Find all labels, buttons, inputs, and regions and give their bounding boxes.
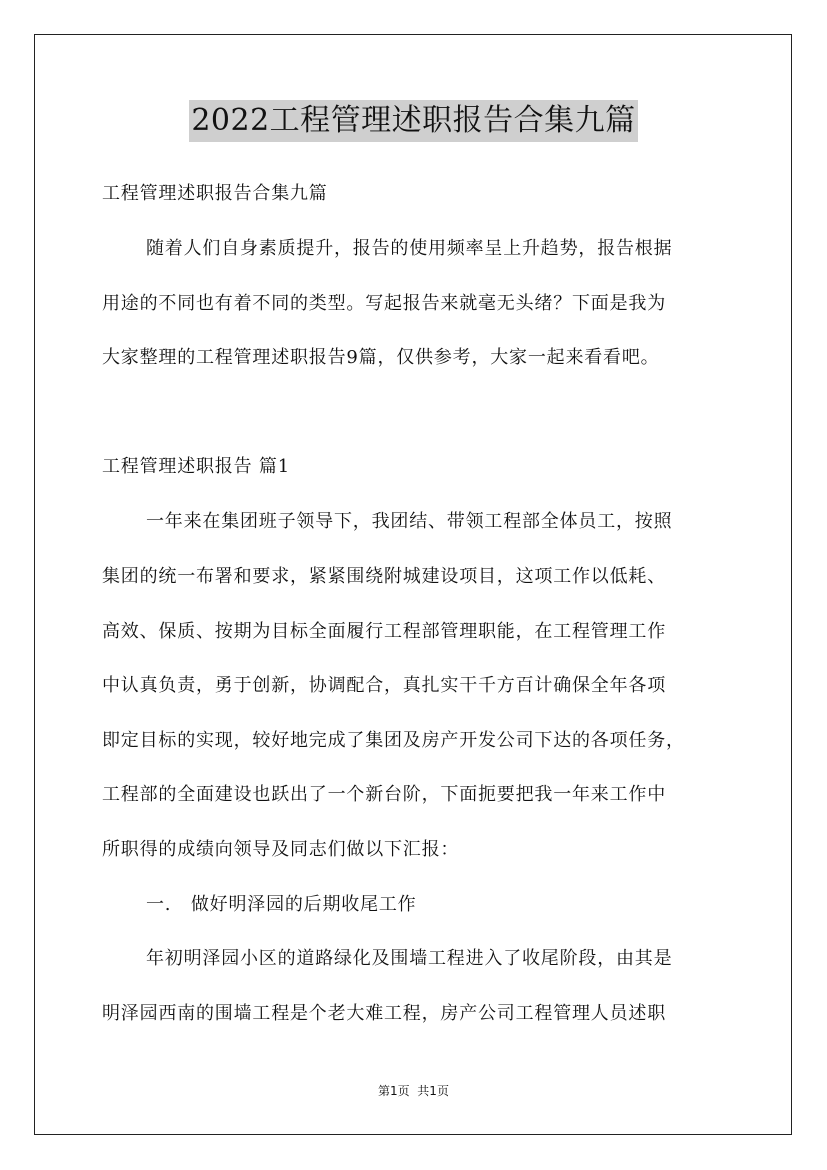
intro-line: 大家整理的工程管理述职报告9篇，仅供参考，大家一起来看看吧。	[102, 347, 660, 368]
body-line: 中认真负责，勇于创新，协调配合，真扎实干千方百计确保全年各项	[102, 675, 666, 696]
body-line: 一年来在集团班子领导下，我团结、带领工程部全体员工，按照	[146, 511, 673, 532]
sub-body-line: 年初明泽园小区的道路绿化及围墙工程进入了收尾阶段，由其是	[146, 948, 673, 969]
title-container	[0, 100, 827, 142]
sub-body-line: 明泽园西南的围墙工程是个老大难工程，房产公司工程管理人员述职	[102, 1003, 666, 1024]
body-line: 所职得的成绩向领导及同志们做以下汇报：	[102, 839, 460, 860]
page-footer: 第1页 共1页	[378, 1084, 449, 1098]
section-heading: 工程管理述职报告 篇1	[102, 456, 290, 477]
body-line: 即定目标的实现，较好地完成了集团及房产开发公司下达的各项任务，	[102, 730, 685, 751]
sub-heading: 一. 做好明泽园的后期收尾工作	[146, 894, 417, 915]
intro-line: 随着人们自身素质提升，报告的使用频率呈上升趋势，报告根据	[146, 238, 673, 259]
document-title: 2022工程管理述职报告合集九篇	[189, 100, 637, 142]
body-line: 工程部的全面建设也跃出了一个新台阶，下面扼要把我一年来工作中	[102, 784, 666, 805]
body-line: 集团的统一布署和要求，紧紧围绕附城建设项目，这项工作以低耗、	[102, 566, 666, 587]
body-line: 高效、保质、按期为目标全面履行工程部管理职能，在工程管理工作	[102, 621, 666, 642]
document-subtitle: 工程管理述职报告合集九篇	[102, 183, 328, 204]
intro-line: 用途的不同也有着不同的类型。写起报告来就毫无头绪？下面是我为	[102, 293, 666, 314]
